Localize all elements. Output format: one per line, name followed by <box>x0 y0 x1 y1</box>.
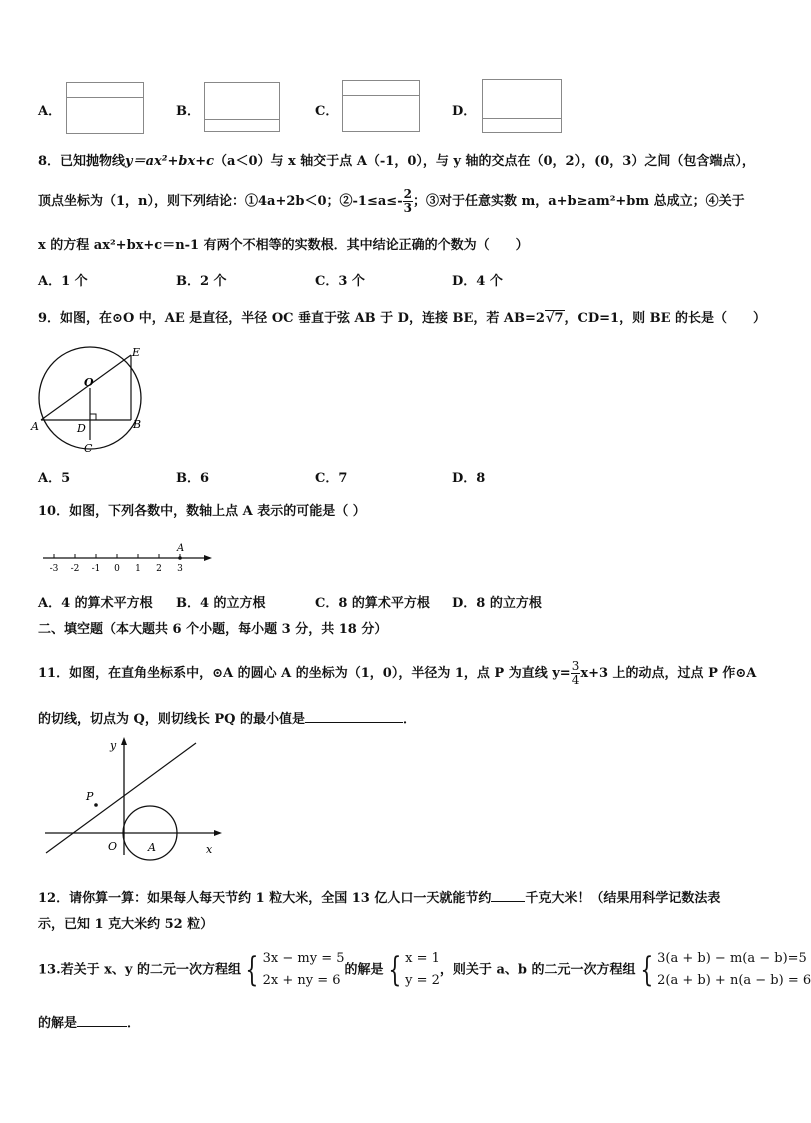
q7-option-b-label: B． <box>176 104 200 119</box>
q7-option-a-label: A． <box>38 104 62 119</box>
q11-label-x: x <box>206 843 213 856</box>
q10-point-a <box>178 556 182 560</box>
q9-circle-figure <box>30 340 160 460</box>
q8-fraction: $\frac{2}{3}$ <box>403 187 412 215</box>
q12-line1 <box>38 887 720 906</box>
q9-label-b: B <box>133 418 142 431</box>
q9-label-d: D <box>77 422 86 435</box>
q13-system-3: 3(a + b) − m(a − b)=5 2(a + b) + n(a − b) = 6 <box>657 951 811 988</box>
q10-option-b: B．4 的立方根 <box>176 596 266 611</box>
q11-text-end: x+3 上的动点，过点 P 作⊙A <box>580 666 757 681</box>
q11-x-arrow <box>214 830 222 836</box>
q13-brace-2: { <box>387 950 401 990</box>
q11-y-arrow <box>121 737 127 745</box>
q7-option-d-figure <box>482 79 562 133</box>
q13-line2-text: 的解是 <box>38 1016 78 1031</box>
q13-line1 <box>38 948 811 992</box>
q8-line2-rest: ；③对于任意实数 m，a+b≥am²+bm 总成立；④关于 <box>412 194 745 209</box>
q11-text-start: 11．如图，在直角坐标系中，⊙A 的圆心 A 的坐标为（1，0），半径为 1，点 P 为直线 y= <box>38 666 571 681</box>
q10-text: 10．如图，下列各数中，数轴上点 A 表示的可能是（ ） <box>38 504 366 519</box>
q9-option-a: A．5 <box>38 471 71 486</box>
q10-tick-label: -2 <box>70 564 80 574</box>
q8-line2-start: 顶点坐标为（1，n），则下列结论：①4a+2b＜0；②-1≤a≤- <box>38 194 403 209</box>
q10-option-d: D．8 的立方根 <box>452 596 542 611</box>
q8-line1-rest: （a＜0）与 x 轴交于点 A（-1，0），与 y 轴的交点在（0，2），(0，3）之间（包含端点）， <box>214 154 755 169</box>
q10-option-a: A．4 的算术平方根 <box>38 596 153 611</box>
q13-system-1: 3x − my = 5 2x + ny = 6 <box>262 951 345 988</box>
q13-text-mid: 的解是 <box>344 962 384 978</box>
q7-option-c-figure <box>342 80 420 132</box>
q11-label-a: A <box>148 841 156 854</box>
q10-number-line <box>40 538 215 574</box>
q8-option-d: D．4 个 <box>452 274 503 289</box>
q13-system-2: x = 1 y = 2 <box>405 951 440 988</box>
q11-answer-blank[interactable] <box>305 710 403 723</box>
q10-option-c: C．8 的算术平方根 <box>315 596 430 611</box>
section-2-heading: 二、填空题（本大题共 6 个小题，每小题 3 分，共 18 分） <box>38 622 388 637</box>
q11-line2: 的切线，切点为 Q，则切线长 PQ 的最小值是 ． <box>38 712 417 727</box>
q13-line2: 的解是 ． <box>38 1016 141 1031</box>
q9-text-start: 9．如图，在⊙O 中，AE 是直径，半径 OC 垂直于弦 AB 于 D，连接 BE，若 AB=2 <box>38 311 545 326</box>
q9-label-o: O <box>84 376 94 389</box>
q10-tick-label: 3 <box>177 564 183 574</box>
q8-option-c: C．3 个 <box>315 274 365 289</box>
q10-point-a-label: A <box>177 543 185 554</box>
q11-coordinate-figure <box>40 733 225 858</box>
q13-text-start: 13.若关于 x、y 的二元一次方程组 <box>38 962 241 978</box>
q9-option-d: D．8 <box>452 471 486 486</box>
q11-fraction: $\frac{3}{4}$ <box>571 659 580 687</box>
q8-line2 <box>38 188 745 215</box>
q9-right-angle-mark <box>90 414 96 420</box>
q13-answer-blank[interactable] <box>77 1014 127 1027</box>
q9-sqrt: √7 <box>545 311 564 326</box>
q12-text-start: 12．请你算一算：如果每人每天节约 1 粒大米，全国 13 亿人口一天就能节约 <box>38 891 492 906</box>
q8-option-a: A．1 个 <box>38 274 88 289</box>
q13-brace-3: { <box>639 950 653 990</box>
q10-tick-label: 1 <box>135 564 141 574</box>
q8-line1 <box>38 150 755 169</box>
q11-label-o: O <box>108 840 118 853</box>
q11-line <box>46 743 196 853</box>
q8-parabola: y＝ax²+bx+c <box>125 154 215 169</box>
q10-tick-label: -1 <box>91 564 101 574</box>
q9-label-e: E <box>132 346 141 359</box>
q7-option-d-label: D． <box>452 104 477 119</box>
q12-line2: 示，已知 1 克大米约 52 粒） <box>38 917 214 932</box>
q8-prefix: 8．已知抛物线 <box>38 154 126 169</box>
q12-answer-blank[interactable] <box>491 889 525 902</box>
q9-label-c: C <box>84 442 93 455</box>
q9-option-b: B．6 <box>176 471 210 486</box>
q12-text-end: 千克大米！（结果用科学记数法表 <box>525 891 721 906</box>
q10-axis-arrow <box>204 555 212 561</box>
q11-line2-text: 的切线，切点为 Q，则切线长 PQ 的最小值是 <box>38 712 306 727</box>
q11-label-p: P <box>86 790 94 803</box>
q9-text-end: ，CD=1，则 BE 的长是（ ） <box>564 311 767 326</box>
q11-line1 <box>38 660 756 687</box>
q10-ticks <box>50 554 184 574</box>
q7-option-b-figure <box>204 82 280 132</box>
q8-option-b: B．2 个 <box>176 274 227 289</box>
q10-tick-label: -3 <box>49 564 59 574</box>
q9-label-a: A <box>31 420 39 433</box>
q9-option-c: C．7 <box>315 471 348 486</box>
q13-text-end: ，则关于 a、b 的二元一次方程组 <box>439 962 636 978</box>
q8-line3: x 的方程 ax²+bx+c＝n-1 有两个不相等的实数根．其中结论正确的个数为（ ） <box>38 238 529 253</box>
q11-label-y: y <box>110 739 117 752</box>
q9-text <box>38 307 766 326</box>
q11-point-p <box>94 803 98 807</box>
q10-tick-label: 2 <box>156 564 162 574</box>
q13-brace-1: { <box>245 950 259 990</box>
q7-option-c-label: C． <box>315 104 339 119</box>
q7-option-a-figure <box>66 82 144 134</box>
q10-tick-label: 0 <box>114 564 120 574</box>
